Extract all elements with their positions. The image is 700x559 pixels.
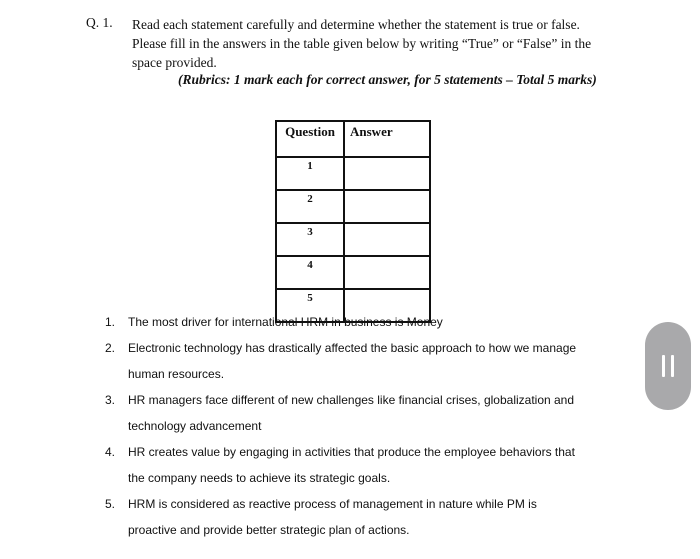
statement-text: HRM is considered as reactive process of management in nature while PM is [128, 497, 537, 511]
statement-text: HR creates value by engaging in activities that produce the employee behaviors that [128, 445, 575, 459]
statement-number: 2. [105, 341, 116, 355]
statement-item [105, 439, 625, 491]
statement-text: human resources. [128, 367, 225, 381]
header-question: Question [276, 121, 344, 157]
answer-cell[interactable] [344, 223, 430, 256]
statement-item [105, 335, 625, 387]
statement-text: technology advancement [128, 419, 262, 433]
question-instructions [132, 15, 632, 72]
statement-number: 4. [105, 445, 116, 459]
answer-cell[interactable] [344, 157, 430, 190]
statement-item [105, 387, 625, 439]
table-row [276, 157, 430, 190]
instruction-line: Please fill in the answers in the table given below by writing “True” or “False” in the [132, 36, 592, 51]
statement-text: HR managers face different of new challenges like financial crises, globalization and [128, 393, 575, 407]
statement-text: the company needs to achieve its strategic goals. [128, 471, 391, 485]
table-row [276, 190, 430, 223]
header-answer: Answer [344, 121, 430, 157]
statement-text: proactive and provide better strategic plan of actions. [128, 523, 410, 537]
answer-table [275, 120, 431, 323]
question-number-cell: 5 [276, 289, 344, 322]
statement-item [105, 309, 625, 335]
question-number: Q. 1. [86, 15, 113, 30]
statement-text: The most driver for international HRM in business is Money [128, 315, 443, 329]
handle-bar [671, 355, 674, 377]
question-number-cell: 2 [276, 190, 344, 223]
statement-number: 3. [105, 393, 116, 407]
table-row [276, 256, 430, 289]
question-number-cell: 1 [276, 157, 344, 190]
answer-cell[interactable] [344, 190, 430, 223]
drag-handle-icon[interactable] [645, 322, 691, 410]
table-row [276, 223, 430, 256]
statement-number: 5. [105, 497, 116, 511]
question-number-cell: 3 [276, 223, 344, 256]
handle-bar [662, 355, 665, 377]
statement-list [105, 309, 625, 543]
statement-item [105, 491, 625, 543]
rubric-note: (Rubrics: 1 mark each for correct answer, for 5 statements – Total 5 marks) [178, 72, 597, 87]
question-number-cell: 4 [276, 256, 344, 289]
table-header-row [276, 121, 430, 157]
statement-text: Electronic technology has drastically affected the basic approach to how we manage [128, 341, 577, 355]
instruction-line: Read each statement carefully and determine whether the statement is true or false. [132, 17, 580, 32]
statement-number: 1. [105, 315, 116, 329]
answer-cell[interactable] [344, 256, 430, 289]
instruction-line: space provided. [132, 55, 217, 70]
